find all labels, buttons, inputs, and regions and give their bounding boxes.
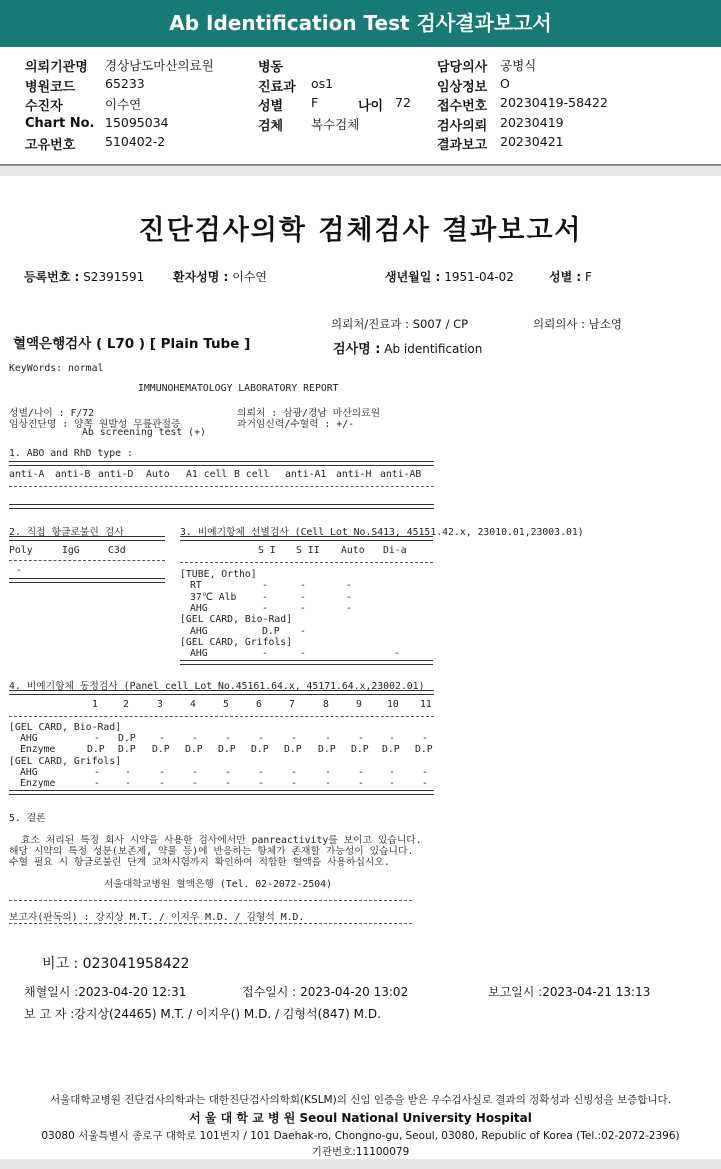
screen-cell: - bbox=[346, 602, 352, 614]
screen-row-label: [GEL CARD, Bio-Rad] bbox=[180, 614, 293, 626]
panel-cell: - bbox=[159, 778, 165, 789]
screen-cell: - bbox=[300, 580, 306, 592]
request-header bbox=[0, 47, 721, 166]
screen-cell: - bbox=[300, 591, 306, 603]
panel-cell: D.P bbox=[415, 744, 433, 756]
panel-cell: - bbox=[125, 766, 131, 778]
panel-cell: - bbox=[325, 778, 331, 789]
field-hospital-code: 병원코드 65233 bbox=[25, 76, 145, 95]
panel-cell: - bbox=[389, 766, 395, 778]
section-gap bbox=[0, 166, 721, 176]
field-request-date: 검사의뢰 20230419 bbox=[437, 115, 564, 134]
dat-col: C3d bbox=[108, 545, 126, 556]
referrer: 의뢰처 : 삼광/경남 마산의료원 bbox=[237, 408, 381, 419]
panel-row-label: Enzyme bbox=[20, 744, 56, 756]
abo-rule-top bbox=[9, 461, 434, 466]
dat-col: IgG bbox=[62, 545, 80, 556]
panel-row-label: [GEL CARD, Grifols] bbox=[9, 755, 122, 767]
reporter-rule-top bbox=[9, 900, 412, 901]
panel-cell: - bbox=[258, 766, 264, 778]
collect-row: 채혈일시 :2023-04-20 12:31 bbox=[24, 985, 187, 999]
reporter-rule-bottom bbox=[9, 923, 412, 924]
panel-cell: - bbox=[159, 766, 165, 778]
window-title: Ab Identification Test 검사결과보고서 bbox=[0, 0, 721, 47]
reporter-row: 보 고 자 :강지상(24465) M.T. / 이지우() M.D. / 김형석(847) M.D. bbox=[24, 1007, 381, 1021]
panel-cell: - bbox=[358, 766, 364, 778]
panel-cell: - bbox=[422, 733, 428, 745]
screen-rule-mid bbox=[180, 562, 433, 563]
bottom-strip bbox=[0, 1159, 721, 1169]
panel-cell: D.P bbox=[218, 744, 236, 756]
panel-cell: - bbox=[94, 766, 100, 778]
panel-cell: D.P bbox=[351, 744, 369, 756]
panel-cell: - bbox=[291, 778, 297, 789]
abo-col: anti-D bbox=[98, 469, 134, 480]
screen-cell: - bbox=[394, 648, 400, 660]
panel-row-label: AHG bbox=[20, 766, 38, 778]
dat-value: - bbox=[16, 565, 22, 576]
panel-cell: - bbox=[159, 733, 165, 745]
transfusion-history: 과거임신력/수혈력 : +/- bbox=[237, 419, 354, 430]
panel-cell: D.P bbox=[382, 744, 400, 756]
field-report-date: 결과보고 20230421 bbox=[437, 134, 564, 153]
screen-row-label: AHG bbox=[190, 625, 208, 637]
panel-cell: D.P bbox=[118, 744, 136, 756]
lab-report-title: IMMUNOHEMATOLOGY LABORATORY REPORT bbox=[138, 383, 339, 394]
conclusion-title: 5. 결론 bbox=[9, 813, 46, 824]
screen-row-label: [TUBE, Ortho] bbox=[180, 569, 257, 580]
document-title: 진단검사의학 검체검사 결과보고서 bbox=[138, 215, 583, 246]
panel-cell: - bbox=[358, 733, 364, 745]
panel-cell: D.P bbox=[251, 744, 269, 756]
dat-rule-bottom bbox=[9, 578, 165, 583]
panel-col: 10 bbox=[387, 699, 399, 710]
note-row: 비고 : 023041958422 bbox=[42, 956, 190, 972]
keywords: KeyWords: normal bbox=[9, 363, 104, 374]
screen-col: S II bbox=[296, 545, 320, 556]
panel-cell: D.P bbox=[284, 744, 302, 756]
conclusion-line: 효소 처리된 특정 회사 시약을 사용한 검사에서만 panreactivity를 보이고 있습니다. bbox=[21, 835, 422, 846]
abo-rule-bottom bbox=[9, 504, 434, 509]
panel-col: 8 bbox=[323, 699, 329, 710]
abo-title: 1. ABO and RhD type : bbox=[9, 448, 133, 459]
footer-institution-code: 기관번호:11100079 bbox=[311, 1146, 410, 1158]
footer-hospital-name: 서 울 대 학 교 병 원 Seoul National University Hospital bbox=[189, 1111, 532, 1125]
screen-row-label: [GEL CARD, Grifols] bbox=[180, 636, 293, 648]
field-physician: 담당의사 공병식 bbox=[437, 58, 537, 75]
panel-cell: D.P bbox=[152, 744, 170, 756]
panel-cell: - bbox=[192, 778, 198, 789]
screen-cell: D.P bbox=[262, 625, 280, 637]
doctor-row: 의뢰의사 : 남소영 bbox=[533, 317, 622, 331]
screen-title: 3. 비예기항체 선별검사 (Cell Lot No.S413, 45151.42.x, 23010.01,23003.01) bbox=[180, 527, 584, 538]
panel-cell: - bbox=[389, 778, 395, 789]
field-ward: 병동 bbox=[258, 60, 284, 75]
panel-title: 4. 비예기항체 동정검사 (Panel cell Lot No.45161.64.x, 45171.64.x,23002.01) bbox=[9, 681, 425, 692]
conclusion-line: 수혈 필요 시 항글로불린 단계 교차시험까지 확인하여 적합한 혈액을 사용하십시오. bbox=[9, 857, 390, 868]
screen-row-label: RT bbox=[190, 580, 202, 592]
panel-rule-top bbox=[9, 690, 434, 695]
dat-rule-top bbox=[9, 536, 165, 541]
sex-age: 성별/나이 : F/72 bbox=[9, 408, 95, 419]
receipt-row: 접수일시 : 2023-04-20 13:02 bbox=[242, 985, 409, 999]
screen-cell: - bbox=[262, 648, 268, 660]
screen-row-label: AHG bbox=[190, 648, 208, 660]
panel-row-label: AHG bbox=[20, 733, 38, 745]
field-department: 진료과 os1 bbox=[258, 76, 334, 95]
field-age: 나이 72 bbox=[358, 95, 411, 114]
patient-row: 환자성명 : 이수연 bbox=[173, 270, 267, 284]
panel-cell: - bbox=[192, 766, 198, 778]
screen-rule-bottom bbox=[180, 660, 433, 665]
screen-col: Di-a bbox=[383, 545, 407, 556]
dat-col: Poly bbox=[9, 545, 33, 556]
footer-certification: 서울대학교병원 진단검사의학과는 대한진단검사의학회(KSLM)의 신임 인증을 받은 우수검사실로 결과의 정확성과 신빙성을 보증합니다. bbox=[49, 1094, 672, 1106]
field-specimen: 검체 복수검체 bbox=[258, 117, 360, 134]
field-sex: 성별 F bbox=[258, 95, 319, 114]
panel-cell: D.P bbox=[185, 744, 203, 756]
panel-cell: D.P bbox=[87, 744, 105, 756]
screen-cell: - bbox=[346, 591, 352, 603]
screen-row-label: AHG bbox=[190, 602, 208, 614]
panel-col: 5 bbox=[223, 699, 229, 710]
field-chart-no: Chart No. 15095034 bbox=[25, 115, 169, 131]
panel-cell: - bbox=[225, 733, 231, 745]
screen-col: Auto bbox=[341, 545, 365, 556]
field-unique-no: 고유번호 510402-2 bbox=[25, 134, 166, 153]
panel-cell: - bbox=[225, 778, 231, 789]
panel-rule-mid bbox=[9, 716, 434, 717]
report-time-row: 보고일시 :2023-04-21 13:13 bbox=[488, 985, 651, 999]
panel-cell: - bbox=[291, 766, 297, 778]
field-clinical-info: 임상정보 O bbox=[437, 76, 510, 95]
panel-col: 2 bbox=[123, 699, 129, 710]
panel-col: 3 bbox=[157, 699, 163, 710]
screen-cell: - bbox=[262, 602, 268, 614]
panel-cell: D.P bbox=[318, 744, 336, 756]
panel-rule-bottom bbox=[9, 790, 434, 795]
footer-address: 03080 서울특별시 종로구 대학로 101번지 / 101 Daehak-ro, Chongno-gu, Seoul, 03080, Republic of Korea (Tel.:02-2072-2396) bbox=[41, 1130, 680, 1142]
panel-cell: - bbox=[125, 778, 131, 789]
screen-col: S I bbox=[258, 545, 276, 556]
panel-cell: - bbox=[258, 778, 264, 789]
abo-col: B cell bbox=[234, 469, 270, 480]
field-patient: 수진자 이수연 bbox=[25, 97, 142, 114]
panel-cell: D.P bbox=[118, 733, 136, 745]
conclusion-line: 해당 시약의 특정 성분(보존제, 약물 등)에 반응하는 항체가 존재할 가능성이 있습니다. bbox=[9, 846, 414, 857]
screen-cell: - bbox=[300, 625, 306, 637]
panel-cell: - bbox=[192, 733, 198, 745]
abo-col: anti-AB bbox=[380, 469, 422, 480]
panel-col: 4 bbox=[190, 699, 196, 710]
field-institution: 의뢰기관명 경상남도마산의료원 bbox=[25, 58, 214, 75]
abo-col: A1 cell bbox=[186, 469, 228, 480]
panel-cell: - bbox=[389, 733, 395, 745]
panel-cell: - bbox=[94, 733, 100, 745]
test-group-title: 혈액은행검사 ( L70 ) [ Plain Tube ] bbox=[13, 336, 251, 352]
panel-cell: - bbox=[225, 766, 231, 778]
panel-cell: - bbox=[325, 733, 331, 745]
panel-row-label: [GEL CARD, Bio-Rad] bbox=[9, 722, 122, 733]
dat-rule-mid bbox=[9, 560, 165, 561]
test-name-row: 검사명 : Ab identification bbox=[333, 342, 483, 357]
reg-no-row: 등록번호 : S2391591 bbox=[24, 270, 145, 284]
abo-rule-mid bbox=[9, 486, 434, 487]
sex-row: 성별 : F bbox=[549, 270, 592, 284]
abo-col: anti-A bbox=[9, 469, 45, 480]
reporters-line: 보고자(판독의) : 강지상 M.T. / 이지우 M.D. / 김형석 M.D. bbox=[9, 912, 305, 923]
report-document bbox=[0, 176, 721, 1159]
panel-col: 7 bbox=[289, 699, 295, 710]
abo-col: anti-H bbox=[336, 469, 372, 480]
dat-title: 2. 직접 항글로불린 검사 bbox=[9, 527, 124, 538]
field-receipt-no: 접수번호 20230419-58422 bbox=[437, 95, 608, 114]
panel-row-label: Enzyme bbox=[20, 778, 56, 789]
panel-cell: - bbox=[94, 778, 100, 789]
panel-col: 6 bbox=[256, 699, 262, 710]
clinical-diagnosis-2: Ab screening test (+) bbox=[82, 427, 206, 438]
abo-col: anti-B bbox=[55, 469, 91, 480]
screen-rule-top bbox=[180, 536, 433, 541]
screen-cell: - bbox=[346, 580, 352, 592]
blood-bank-contact: 서울대학교병원 혈액은행 (Tel. 02-2072-2504) bbox=[104, 879, 332, 890]
panel-cell: - bbox=[422, 766, 428, 778]
birth-row: 생년월일 : 1951-04-02 bbox=[385, 270, 514, 284]
clinical-diagnosis: 임상진단명 : 양쪽 원발성 무릎관절증 bbox=[9, 419, 181, 430]
screen-cell: - bbox=[262, 591, 268, 603]
panel-cell: - bbox=[358, 778, 364, 789]
panel-col: 11 bbox=[420, 699, 432, 710]
abo-col: Auto bbox=[146, 469, 170, 480]
panel-col: 1 bbox=[92, 699, 98, 710]
panel-cell: - bbox=[422, 778, 428, 789]
panel-cell: - bbox=[258, 733, 264, 745]
screen-cell: - bbox=[300, 602, 306, 614]
panel-cell: - bbox=[291, 733, 297, 745]
panel-cell: - bbox=[325, 766, 331, 778]
abo-col: anti-A1 bbox=[285, 469, 327, 480]
screen-cell: - bbox=[300, 648, 306, 660]
dept-row: 의뢰처/진료과 : S007 / CP bbox=[331, 317, 469, 331]
panel-col: 9 bbox=[356, 699, 362, 710]
screen-cell: - bbox=[262, 580, 268, 592]
screen-row-label: 37℃ Alb bbox=[190, 591, 237, 603]
